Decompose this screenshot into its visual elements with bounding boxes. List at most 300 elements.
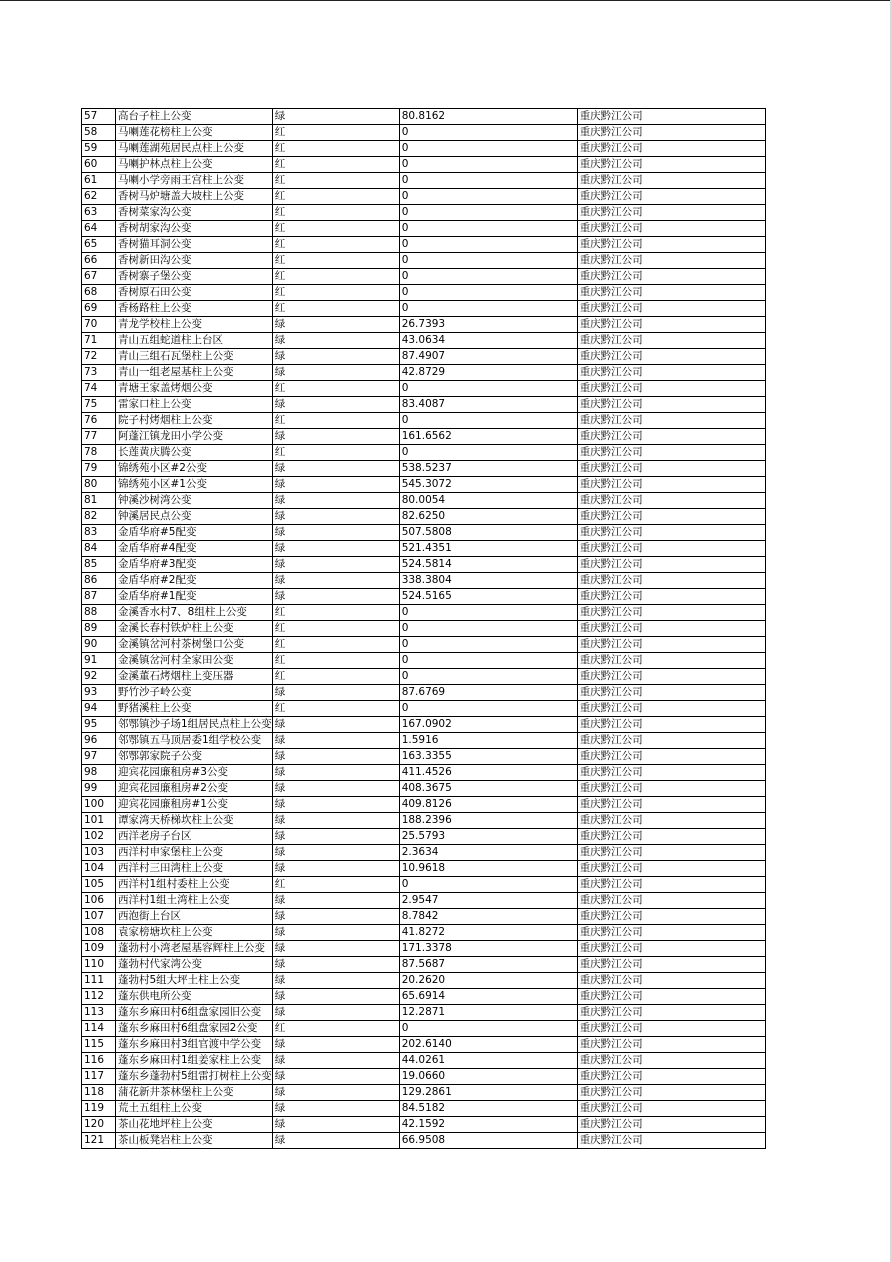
table-row	[82, 781, 766, 797]
company-cell: 重庆黔江公司	[577, 445, 765, 461]
company-cell: 重庆黔江公司	[577, 381, 765, 397]
status-cell: 红	[272, 1021, 399, 1037]
row-number-cell: 65	[82, 237, 116, 253]
status-cell: 绿	[272, 1085, 399, 1101]
value-cell: 0	[399, 173, 577, 189]
transformer-name-cell: 雷家口柱上公变	[116, 397, 273, 413]
table-row	[82, 157, 766, 173]
row-number-cell: 75	[82, 397, 116, 413]
status-cell: 红	[272, 637, 399, 653]
table-row	[82, 509, 766, 525]
table-row	[82, 477, 766, 493]
table-row	[82, 589, 766, 605]
value-cell: 0	[399, 1021, 577, 1037]
value-cell: 8.7842	[399, 909, 577, 925]
company-cell: 重庆黔江公司	[577, 765, 765, 781]
value-cell: 26.7393	[399, 317, 577, 333]
value-cell: 25.5793	[399, 829, 577, 845]
table-row	[82, 141, 766, 157]
value-cell: 1.5916	[399, 733, 577, 749]
value-cell: 0	[399, 157, 577, 173]
company-cell: 重庆黔江公司	[577, 525, 765, 541]
company-cell: 重庆黔江公司	[577, 685, 765, 701]
transformer-name-cell: 阿蓬江镇龙田小学公变	[116, 429, 273, 445]
transformer-name-cell: 青山五组蛇道柱上台区	[116, 333, 273, 349]
status-cell: 绿	[272, 557, 399, 573]
table-row	[82, 621, 766, 637]
value-cell: 44.0261	[399, 1053, 577, 1069]
table-row	[82, 493, 766, 509]
value-cell: 338.3804	[399, 573, 577, 589]
row-number-cell: 97	[82, 749, 116, 765]
row-number-cell: 109	[82, 941, 116, 957]
row-number-cell: 119	[82, 1101, 116, 1117]
company-cell: 重庆黔江公司	[577, 845, 765, 861]
company-cell: 重庆黔江公司	[577, 637, 765, 653]
value-cell: 0	[399, 877, 577, 893]
value-cell: 84.5182	[399, 1101, 577, 1117]
row-number-cell: 115	[82, 1037, 116, 1053]
table-row	[82, 989, 766, 1005]
status-cell: 红	[272, 653, 399, 669]
value-cell: 202.6140	[399, 1037, 577, 1053]
table-row	[82, 221, 766, 237]
table-row	[82, 829, 766, 845]
status-cell: 绿	[272, 1101, 399, 1117]
status-cell: 红	[272, 173, 399, 189]
company-cell: 重庆黔江公司	[577, 541, 765, 557]
status-cell: 绿	[272, 957, 399, 973]
row-number-cell: 66	[82, 253, 116, 269]
table-row	[82, 797, 766, 813]
company-cell: 重庆黔江公司	[577, 925, 765, 941]
transformer-name-cell: 迎宾花园廉租房#3公变	[116, 765, 273, 781]
company-cell: 重庆黔江公司	[577, 653, 765, 669]
row-number-cell: 74	[82, 381, 116, 397]
transformer-name-cell: 袁家榜塘坎柱上公变	[116, 925, 273, 941]
transformer-name-cell: 香树猫耳洞公变	[116, 237, 273, 253]
transformer-name-cell: 西洋老房子台区	[116, 829, 273, 845]
transformer-name-cell: 香杨路柱上公变	[116, 301, 273, 317]
value-cell: 83.4087	[399, 397, 577, 413]
row-number-cell: 73	[82, 365, 116, 381]
value-cell: 12.2871	[399, 1005, 577, 1021]
transformer-name-cell: 马喇护林点柱上公变	[116, 157, 273, 173]
table-row	[82, 1133, 766, 1149]
value-cell: 129.2861	[399, 1085, 577, 1101]
status-cell: 红	[272, 413, 399, 429]
value-cell: 545.3072	[399, 477, 577, 493]
company-cell: 重庆黔江公司	[577, 429, 765, 445]
table-row	[82, 637, 766, 653]
table-row	[82, 1037, 766, 1053]
company-cell: 重庆黔江公司	[577, 749, 765, 765]
transformer-name-cell: 香树马炉塘盖大坡柱上公变	[116, 189, 273, 205]
company-cell: 重庆黔江公司	[577, 317, 765, 333]
value-cell: 43.0634	[399, 333, 577, 349]
status-cell: 绿	[272, 509, 399, 525]
value-cell: 0	[399, 445, 577, 461]
value-cell: 161.6562	[399, 429, 577, 445]
transformer-status-table	[81, 108, 766, 1149]
row-number-cell: 100	[82, 797, 116, 813]
transformer-name-cell: 蓬东供电所公变	[116, 989, 273, 1005]
value-cell: 80.0054	[399, 493, 577, 509]
row-number-cell: 94	[82, 701, 116, 717]
company-cell: 重庆黔江公司	[577, 109, 765, 125]
status-cell: 绿	[272, 493, 399, 509]
row-number-cell: 105	[82, 877, 116, 893]
status-cell: 红	[272, 157, 399, 173]
company-cell: 重庆黔江公司	[577, 1021, 765, 1037]
transformer-name-cell: 长莲黄庆腾公变	[116, 445, 273, 461]
transformer-name-cell: 香树新田沟公变	[116, 253, 273, 269]
row-number-cell: 69	[82, 301, 116, 317]
transformer-name-cell: 邻鄂镇五马顶居委1组学校公变	[116, 733, 273, 749]
row-number-cell: 57	[82, 109, 116, 125]
value-cell: 19.0660	[399, 1069, 577, 1085]
status-cell: 绿	[272, 925, 399, 941]
row-number-cell: 60	[82, 157, 116, 173]
table-row	[82, 733, 766, 749]
row-number-cell: 102	[82, 829, 116, 845]
company-cell: 重庆黔江公司	[577, 1133, 765, 1149]
row-number-cell: 114	[82, 1021, 116, 1037]
company-cell: 重庆黔江公司	[577, 1117, 765, 1133]
status-cell: 绿	[272, 733, 399, 749]
company-cell: 重庆黔江公司	[577, 125, 765, 141]
row-number-cell: 101	[82, 813, 116, 829]
row-number-cell: 89	[82, 621, 116, 637]
row-number-cell: 82	[82, 509, 116, 525]
table-row	[82, 541, 766, 557]
value-cell: 167.0902	[399, 717, 577, 733]
value-cell: 408.3675	[399, 781, 577, 797]
status-cell: 绿	[272, 461, 399, 477]
row-number-cell: 86	[82, 573, 116, 589]
value-cell: 0	[399, 221, 577, 237]
company-cell: 重庆黔江公司	[577, 461, 765, 477]
status-cell: 红	[272, 701, 399, 717]
status-cell: 红	[272, 125, 399, 141]
company-cell: 重庆黔江公司	[577, 733, 765, 749]
status-cell: 红	[272, 189, 399, 205]
company-cell: 重庆黔江公司	[577, 285, 765, 301]
row-number-cell: 121	[82, 1133, 116, 1149]
company-cell: 重庆黔江公司	[577, 861, 765, 877]
row-number-cell: 59	[82, 141, 116, 157]
status-cell: 红	[272, 253, 399, 269]
company-cell: 重庆黔江公司	[577, 973, 765, 989]
company-cell: 重庆黔江公司	[577, 173, 765, 189]
value-cell: 0	[399, 141, 577, 157]
status-cell: 绿	[272, 813, 399, 829]
table-row	[82, 605, 766, 621]
row-number-cell: 58	[82, 125, 116, 141]
page-top-rule	[0, 0, 892, 1]
value-cell: 524.5165	[399, 589, 577, 605]
status-cell: 红	[272, 445, 399, 461]
company-cell: 重庆黔江公司	[577, 781, 765, 797]
row-number-cell: 96	[82, 733, 116, 749]
table-row	[82, 717, 766, 733]
value-cell: 0	[399, 125, 577, 141]
row-number-cell: 99	[82, 781, 116, 797]
value-cell: 0	[399, 205, 577, 221]
status-cell: 绿	[272, 845, 399, 861]
row-number-cell: 113	[82, 1005, 116, 1021]
company-cell: 重庆黔江公司	[577, 365, 765, 381]
company-cell: 重庆黔江公司	[577, 829, 765, 845]
value-cell: 87.4907	[399, 349, 577, 365]
transformer-name-cell: 西泡街上台区	[116, 909, 273, 925]
table-row	[82, 845, 766, 861]
company-cell: 重庆黔江公司	[577, 1069, 765, 1085]
status-cell: 红	[272, 621, 399, 637]
table-row	[82, 1101, 766, 1117]
row-number-cell: 70	[82, 317, 116, 333]
transformer-name-cell: 邻鄂镇沙子场1组居民点柱上公变	[116, 717, 273, 733]
table-row	[82, 941, 766, 957]
transformer-name-cell: 钟溪居民点公变	[116, 509, 273, 525]
row-number-cell: 118	[82, 1085, 116, 1101]
table-row	[82, 909, 766, 925]
transformer-name-cell: 青山三组石瓦堡柱上公变	[116, 349, 273, 365]
row-number-cell: 68	[82, 285, 116, 301]
status-cell: 绿	[272, 1053, 399, 1069]
value-cell: 411.4526	[399, 765, 577, 781]
transformer-name-cell: 蓬东乡麻田村6组盘家园旧公变	[116, 1005, 273, 1021]
row-number-cell: 72	[82, 349, 116, 365]
value-cell: 524.5814	[399, 557, 577, 573]
table-row	[82, 365, 766, 381]
value-cell: 80.8162	[399, 109, 577, 125]
row-number-cell: 64	[82, 221, 116, 237]
transformer-name-cell: 西洋村1组土湾柱上公变	[116, 893, 273, 909]
table-row	[82, 749, 766, 765]
transformer-name-cell: 青龙学校柱上公变	[116, 317, 273, 333]
status-cell: 绿	[272, 333, 399, 349]
company-cell: 重庆黔江公司	[577, 237, 765, 253]
value-cell: 0	[399, 669, 577, 685]
table-row	[82, 317, 766, 333]
table-row	[82, 253, 766, 269]
row-number-cell: 95	[82, 717, 116, 733]
company-cell: 重庆黔江公司	[577, 717, 765, 733]
row-number-cell: 93	[82, 685, 116, 701]
transformer-name-cell: 蓬勃村5组大坪土柱上公变	[116, 973, 273, 989]
status-cell: 红	[272, 381, 399, 397]
status-cell: 绿	[272, 349, 399, 365]
company-cell: 重庆黔江公司	[577, 573, 765, 589]
row-number-cell: 91	[82, 653, 116, 669]
status-cell: 红	[272, 141, 399, 157]
table-row	[82, 877, 766, 893]
status-cell: 绿	[272, 781, 399, 797]
company-cell: 重庆黔江公司	[577, 493, 765, 509]
value-cell: 171.3378	[399, 941, 577, 957]
transformer-name-cell: 香树菜家沟公变	[116, 205, 273, 221]
status-cell: 绿	[272, 525, 399, 541]
value-cell: 2.9547	[399, 893, 577, 909]
value-cell: 0	[399, 237, 577, 253]
row-number-cell: 110	[82, 957, 116, 973]
company-cell: 重庆黔江公司	[577, 189, 765, 205]
status-cell: 绿	[272, 973, 399, 989]
value-cell: 0	[399, 285, 577, 301]
table-row	[82, 333, 766, 349]
company-cell: 重庆黔江公司	[577, 1005, 765, 1021]
table-row	[82, 397, 766, 413]
table-row	[82, 957, 766, 973]
table-row	[82, 349, 766, 365]
transformer-name-cell: 马喇小学旁雨王宫柱上公变	[116, 173, 273, 189]
status-cell: 绿	[272, 717, 399, 733]
table-row	[82, 1005, 766, 1021]
row-number-cell: 83	[82, 525, 116, 541]
table-row	[82, 285, 766, 301]
status-cell: 绿	[272, 573, 399, 589]
table-row	[82, 269, 766, 285]
company-cell: 重庆黔江公司	[577, 797, 765, 813]
company-cell: 重庆黔江公司	[577, 589, 765, 605]
value-cell: 0	[399, 605, 577, 621]
table-row	[82, 301, 766, 317]
value-cell: 82.6250	[399, 509, 577, 525]
row-number-cell: 63	[82, 205, 116, 221]
company-cell: 重庆黔江公司	[577, 413, 765, 429]
status-cell: 绿	[272, 893, 399, 909]
transformer-name-cell: 香树寨子堡公变	[116, 269, 273, 285]
row-number-cell: 79	[82, 461, 116, 477]
company-cell: 重庆黔江公司	[577, 141, 765, 157]
transformer-name-cell: 野猪溪柱上公变	[116, 701, 273, 717]
row-number-cell: 106	[82, 893, 116, 909]
table-row	[82, 429, 766, 445]
company-cell: 重庆黔江公司	[577, 333, 765, 349]
transformer-name-cell: 金溪镇岔河村全家田公变	[116, 653, 273, 669]
transformer-name-cell: 金盾华府#3配变	[116, 557, 273, 573]
transformer-name-cell: 西洋村1组村委柱上公变	[116, 877, 273, 893]
value-cell: 0	[399, 253, 577, 269]
company-cell: 重庆黔江公司	[577, 509, 765, 525]
transformer-name-cell: 马喇莲花榜柱上公变	[116, 125, 273, 141]
value-cell: 65.6914	[399, 989, 577, 1005]
company-cell: 重庆黔江公司	[577, 909, 765, 925]
table-row	[82, 205, 766, 221]
transformer-name-cell: 蒲花新井茶林堡柱上公变	[116, 1085, 273, 1101]
transformer-name-cell: 金盾华府#2配变	[116, 573, 273, 589]
value-cell: 507.5808	[399, 525, 577, 541]
row-number-cell: 87	[82, 589, 116, 605]
transformer-name-cell: 青山一组老屋基柱上公变	[116, 365, 273, 381]
status-cell: 绿	[272, 989, 399, 1005]
table-row	[82, 669, 766, 685]
row-number-cell: 116	[82, 1053, 116, 1069]
table-row	[82, 1085, 766, 1101]
table-row	[82, 445, 766, 461]
status-cell: 红	[272, 669, 399, 685]
value-cell: 2.3634	[399, 845, 577, 861]
company-cell: 重庆黔江公司	[577, 349, 765, 365]
transformer-name-cell: 院子村烤烟柱上公变	[116, 413, 273, 429]
table-row	[82, 189, 766, 205]
company-cell: 重庆黔江公司	[577, 957, 765, 973]
company-cell: 重庆黔江公司	[577, 157, 765, 173]
status-cell: 绿	[272, 1117, 399, 1133]
status-cell: 绿	[272, 429, 399, 445]
company-cell: 重庆黔江公司	[577, 813, 765, 829]
row-number-cell: 76	[82, 413, 116, 429]
row-number-cell: 84	[82, 541, 116, 557]
table-row	[82, 173, 766, 189]
company-cell: 重庆黔江公司	[577, 893, 765, 909]
value-cell: 87.6769	[399, 685, 577, 701]
row-number-cell: 77	[82, 429, 116, 445]
row-number-cell: 85	[82, 557, 116, 573]
transformer-name-cell: 蓬勃村代家湾公变	[116, 957, 273, 973]
table-row	[82, 461, 766, 477]
table-row	[82, 701, 766, 717]
table-row	[82, 109, 766, 125]
company-cell: 重庆黔江公司	[577, 397, 765, 413]
table-row	[82, 413, 766, 429]
value-cell: 66.9508	[399, 1133, 577, 1149]
transformer-name-cell: 迎宾花园廉租房#2公变	[116, 781, 273, 797]
status-cell: 红	[272, 269, 399, 285]
transformer-name-cell: 茶山板凳岩柱上公变	[116, 1133, 273, 1149]
row-number-cell: 71	[82, 333, 116, 349]
row-number-cell: 107	[82, 909, 116, 925]
transformer-name-cell: 金溪镇岔河村茶树堡口公变	[116, 637, 273, 653]
row-number-cell: 78	[82, 445, 116, 461]
value-cell: 0	[399, 189, 577, 205]
status-cell: 红	[272, 301, 399, 317]
status-cell: 红	[272, 205, 399, 221]
row-number-cell: 111	[82, 973, 116, 989]
row-number-cell: 81	[82, 493, 116, 509]
company-cell: 重庆黔江公司	[577, 669, 765, 685]
table-row	[82, 237, 766, 253]
row-number-cell: 120	[82, 1117, 116, 1133]
table-row	[82, 125, 766, 141]
table-row	[82, 1021, 766, 1037]
status-cell: 绿	[272, 365, 399, 381]
company-cell: 重庆黔江公司	[577, 221, 765, 237]
table-row	[82, 861, 766, 877]
table-row	[82, 893, 766, 909]
status-cell: 绿	[272, 397, 399, 413]
table-row	[82, 813, 766, 829]
value-cell: 42.8729	[399, 365, 577, 381]
transformer-name-cell: 蓬勃村小湾老屋基容辉柱上公变	[116, 941, 273, 957]
status-cell: 红	[272, 221, 399, 237]
transformer-name-cell: 荒土五组柱上公变	[116, 1101, 273, 1117]
transformer-name-cell: 西洋村申家堡柱上公变	[116, 845, 273, 861]
row-number-cell: 112	[82, 989, 116, 1005]
company-cell: 重庆黔江公司	[577, 205, 765, 221]
transformer-name-cell: 金盾华府#5配变	[116, 525, 273, 541]
transformer-name-cell: 金溪香水村7、8组柱上公变	[116, 605, 273, 621]
table-row	[82, 685, 766, 701]
transformer-name-cell: 蓬东乡蓬勃村5组雷打树柱上公变	[116, 1069, 273, 1085]
value-cell: 0	[399, 413, 577, 429]
value-cell: 0	[399, 381, 577, 397]
status-cell: 红	[272, 237, 399, 253]
company-cell: 重庆黔江公司	[577, 877, 765, 893]
row-number-cell: 62	[82, 189, 116, 205]
value-cell: 521.4351	[399, 541, 577, 557]
